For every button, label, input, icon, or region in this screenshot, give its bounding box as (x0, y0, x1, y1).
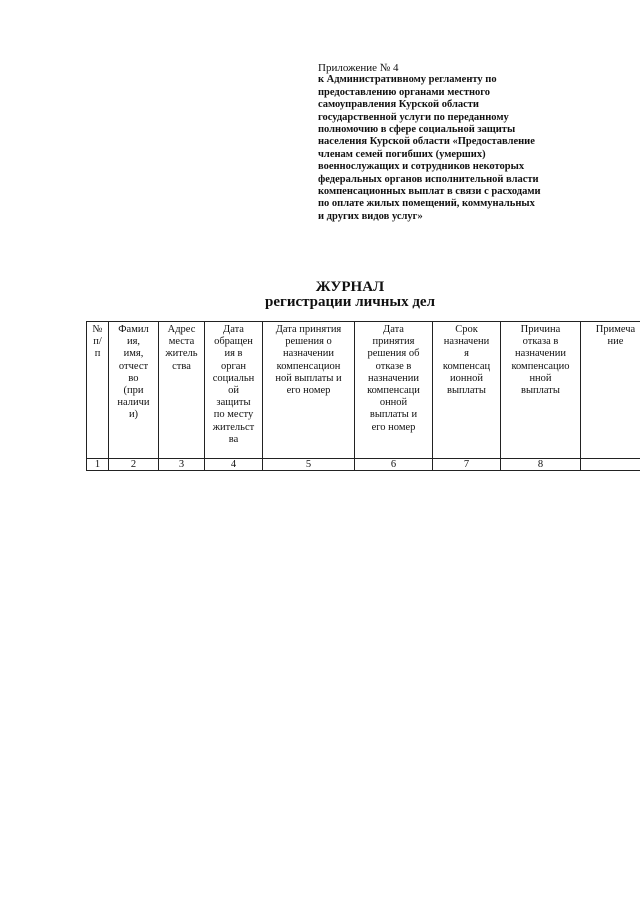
header-cell-refusal-decision (355, 322, 433, 459)
header-cell-payment-term (433, 322, 501, 459)
header-cell-refusal-reason (501, 322, 581, 459)
appendix-line: по оплате жилых помещений, коммунальных (318, 198, 535, 210)
header-text: Причина отказа в назначении компенсацио нной выплаты (511, 324, 570, 397)
header-cell-full-name (109, 322, 159, 459)
header-text: Срок назначени я компенсац ионной выплаты (442, 324, 491, 397)
appendix-line: населения Курской области «Предоставление (318, 136, 535, 148)
header-cell-grant-decision (263, 322, 355, 459)
appendix-line: федеральных органов исполнительной власти (318, 173, 539, 185)
appendix-line: и других видов услуг» (318, 210, 423, 222)
header-text: Дата принятия решения о назначении компенсацион ной выплаты и его номер (275, 324, 342, 397)
document-title: ЖУРНАЛ (315, 279, 385, 295)
column-number (581, 459, 640, 471)
header-text: Примеча ние (595, 324, 636, 348)
document-subtitle: регистрации личных дел (265, 294, 435, 310)
header-cell-note (581, 322, 640, 459)
register-table (86, 321, 640, 471)
column-number: 2 (109, 459, 159, 471)
header-text: Фамил ия, имя, отчест во (при наличи и) (117, 324, 150, 421)
header-cell-address (159, 322, 205, 459)
column-number: 1 (87, 459, 109, 471)
header-text: Адрес места житель ства (165, 324, 198, 372)
column-number: 4 (205, 459, 263, 471)
column-number: 3 (159, 459, 205, 471)
appendix-line: к Административному регламенту по (318, 74, 497, 86)
appendix-line: государственной услуги по переданному (318, 111, 509, 123)
appendix-line: компенсационных выплат в связи с расходами (318, 186, 541, 198)
appendix-line: самоуправления Курской области (318, 99, 479, 111)
header-cell-number (87, 322, 109, 459)
appendix-line: Приложение № 4 (318, 62, 399, 74)
appendix-line: полномочию в сфере социальной защиты (318, 124, 516, 136)
appendix-line: военнослужащих и сотрудников некоторых (318, 161, 525, 173)
header-cell-application-date (205, 322, 263, 459)
register-table-wrapper (86, 321, 640, 481)
appendix-block (318, 62, 598, 223)
appendix-line: членам семей погибших (умерших) (318, 148, 486, 160)
appendix-line: предоставлению органами местного (318, 86, 491, 98)
header-text: Дата принятия решения об отказе в назначении компенсаци онной выплаты и его номер (367, 324, 420, 433)
header-text: Дата обращен ия в орган социальн ой защиты по месту жительст ва (212, 324, 255, 445)
column-number: 5 (263, 459, 355, 471)
header-text: № п/ п (92, 324, 103, 360)
column-number: 8 (501, 459, 581, 471)
column-number: 6 (355, 459, 433, 471)
table-header-row (87, 322, 640, 459)
table-number-row (87, 459, 640, 471)
column-number: 7 (433, 459, 501, 471)
